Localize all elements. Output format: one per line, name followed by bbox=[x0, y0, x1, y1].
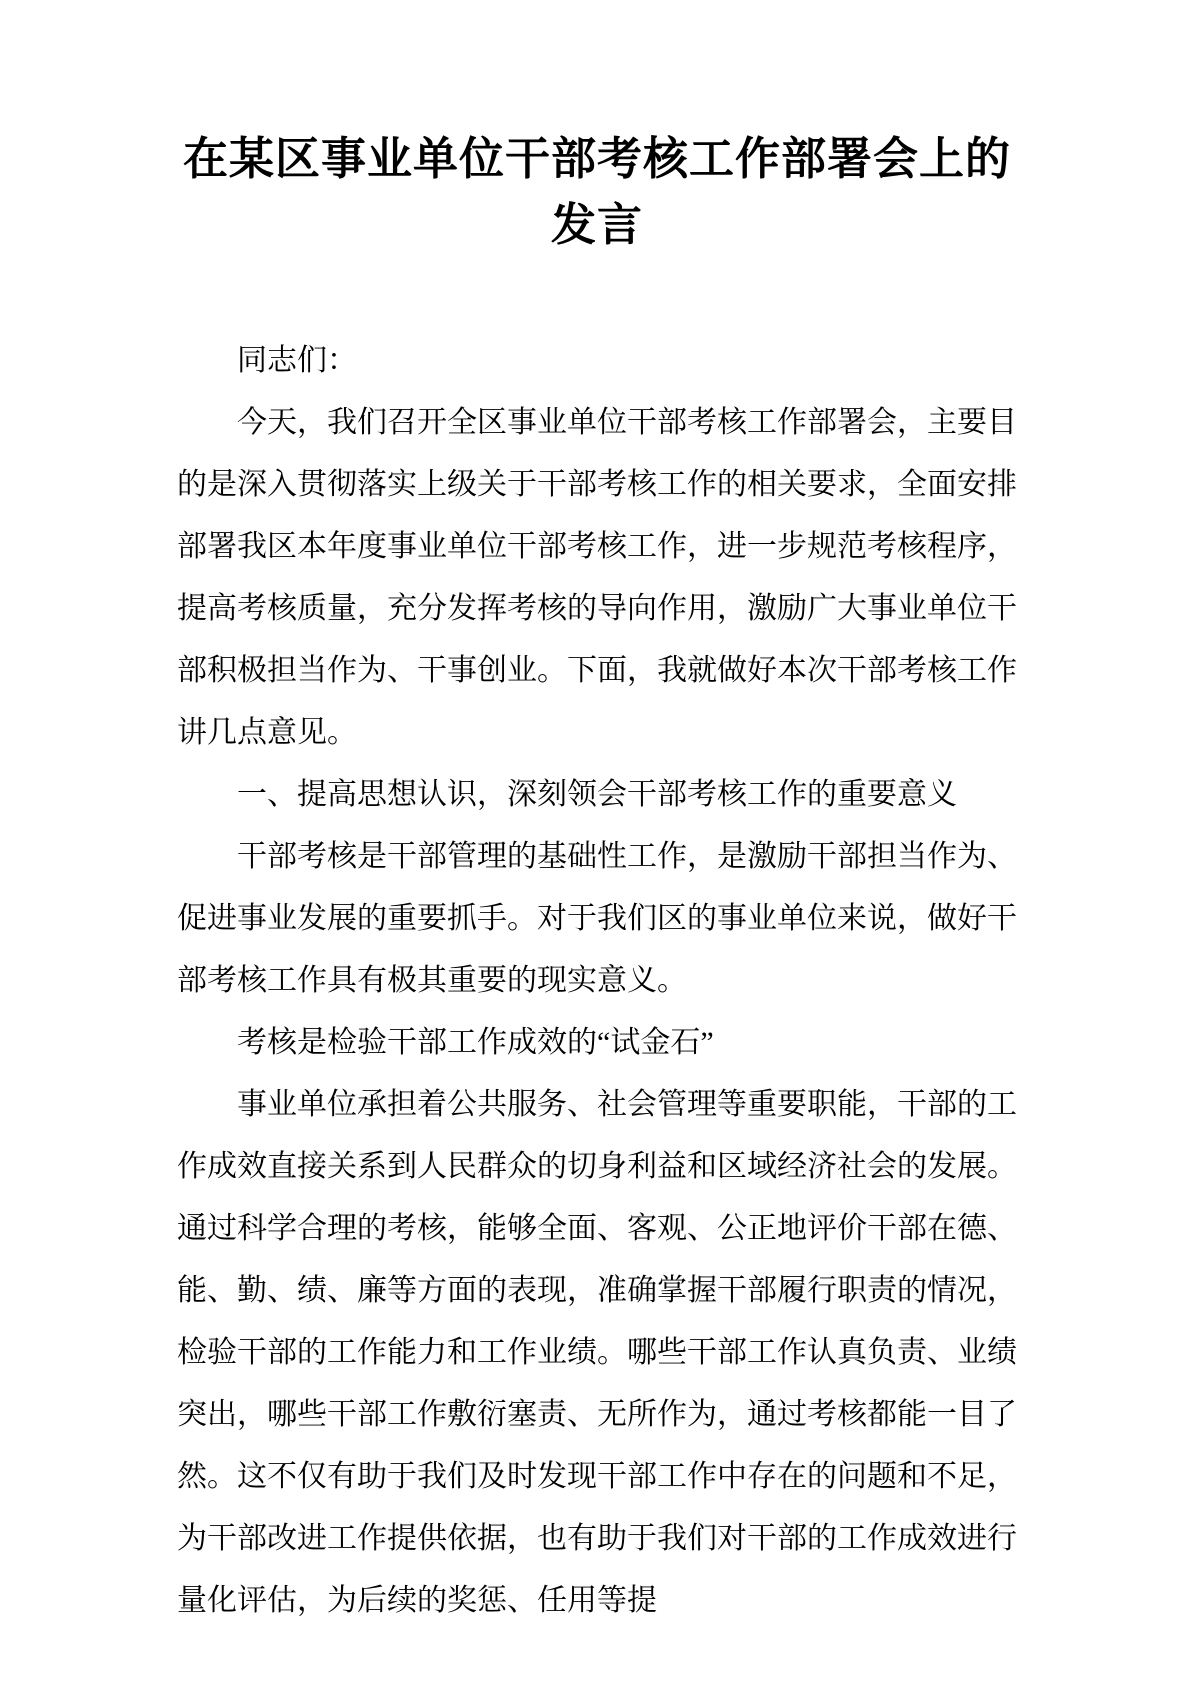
document-body bbox=[177, 330, 1017, 1632]
section-one-paragraph: 干部考核是干部管理的基础性工作，是激励干部担当作为、促进事业发展的重要抓手。对于我们区的事业单位来说，做好干部考核工作具有极其重要的现实意义。 bbox=[177, 840, 1017, 997]
document-title bbox=[177, 126, 1017, 258]
touchstone-paragraph: 事业单位承担着公共服务、社会管理等重要职能，干部的工作成效直接关系到人民群众的切身利益和区域经济社会的发展。通过科学合理的考核，能够全面、客观、公正地评价干部在德、能、勤、绩、廉等方面的表现，准确掌握干部履行职责的情况，检验干部的工作能力和工作业绩。哪些干部工作认真负责、业绩突出，哪些干部工作敷衍塞责、无所作为，通过考核都能一目了然。这不仅有助于我们及时发现干部工作中存在的问题和不足，为干部改进工作提供依据，也有助于我们对干部的工作成效进行量化评估，为后续的奖惩、任用等提 bbox=[177, 1088, 1017, 1617]
touchstone-subheading: 考核是检验干部工作成效的“试金石” bbox=[237, 1026, 714, 1059]
document-title-line-1: 在某区事业单位干部考核工作部署会上的 bbox=[182, 133, 1011, 184]
section-one-heading: 一、提高思想认识，深刻领会干部考核工作的重要意义 bbox=[237, 778, 957, 811]
document-title-line-2: 发言 bbox=[550, 199, 643, 250]
salutation: 同志们： bbox=[237, 344, 357, 377]
opening-paragraph: 今天，我们召开全区事业单位干部考核工作部署会，主要目的是深入贯彻落实上级关于干部考核工作的相关要求，全面安排部署我区本年度事业单位干部考核工作，进一步规范考核程序，提高考核质量，充分发挥考核的导向作用，激励广大事业单位干部积极担当作为、干事创业。下面，我就做好本次干部考核工作讲几点意见。 bbox=[177, 406, 1017, 749]
